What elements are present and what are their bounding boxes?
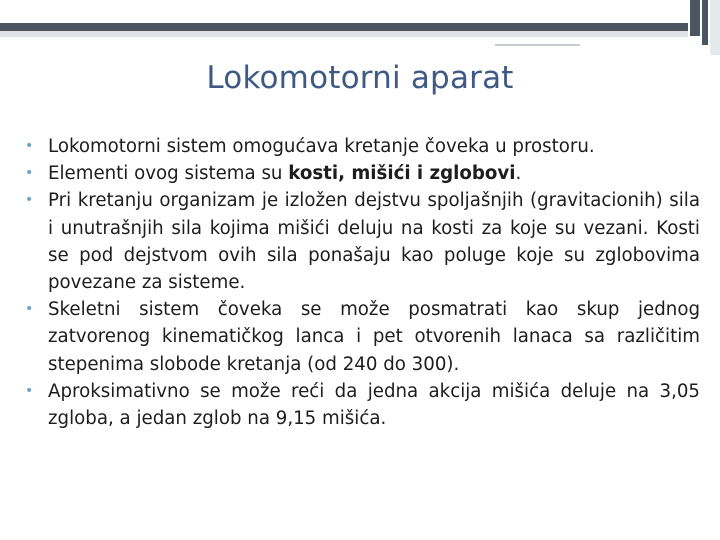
bullet-icon: • <box>25 138 34 154</box>
bullet-text: Elementi ovog sistema su <box>48 163 289 185</box>
corner-accent-dark <box>690 0 700 36</box>
bullet-text: Aproksimativno se može reći da jedna akcija mišića deluje na 3,05 zgloba, a jedan zglob na 9,15 mišića. <box>48 380 700 430</box>
bullet-icon: • <box>25 382 34 399</box>
bullet-item <box>22 378 700 432</box>
corner-accent-dark-2 <box>702 0 708 45</box>
bullet-item <box>22 133 700 160</box>
bullet-item <box>22 296 700 378</box>
corner-accent-light <box>710 0 720 55</box>
bullet-text: Pri kretanju organizam je izložen dejstvu spoljašnjih (gravitacionih) sila i unutrašnjih sila kojima mišići deluju na kosti za koje su vezani. Kosti se pod dejstvom ovih sila ponašaju kao poluge koje su zglobovima povezane za sisteme. <box>48 190 700 294</box>
bullet-item <box>22 187 700 296</box>
slide-title: Lokomotorni aparat <box>206 60 514 96</box>
header-bar-light <box>0 31 688 37</box>
bullet-icon: • <box>25 165 34 182</box>
header-accent-line <box>495 44 580 46</box>
bullet-icon: • <box>25 301 34 318</box>
bullet-item <box>22 160 700 187</box>
bullet-text: Lokomotorni sistem omogućava kretanje čoveka u prostoru. <box>48 136 595 157</box>
bullet-text: Skeletni sistem čoveka se može posmatrati kao skup jednog zatvorenog kinematičkog lanca i pet otvorenih lanaca sa različitim stepenima slobode kretanja (od 240 do 300). <box>48 299 700 375</box>
bullet-icon: • <box>25 192 34 209</box>
bullet-list <box>22 133 700 432</box>
bullet-text-end: . <box>515 163 522 185</box>
header-bar-dark <box>0 23 688 31</box>
bullet-text-bold: kosti, mišići i zglobovi <box>288 163 516 185</box>
header-band <box>0 0 720 24</box>
